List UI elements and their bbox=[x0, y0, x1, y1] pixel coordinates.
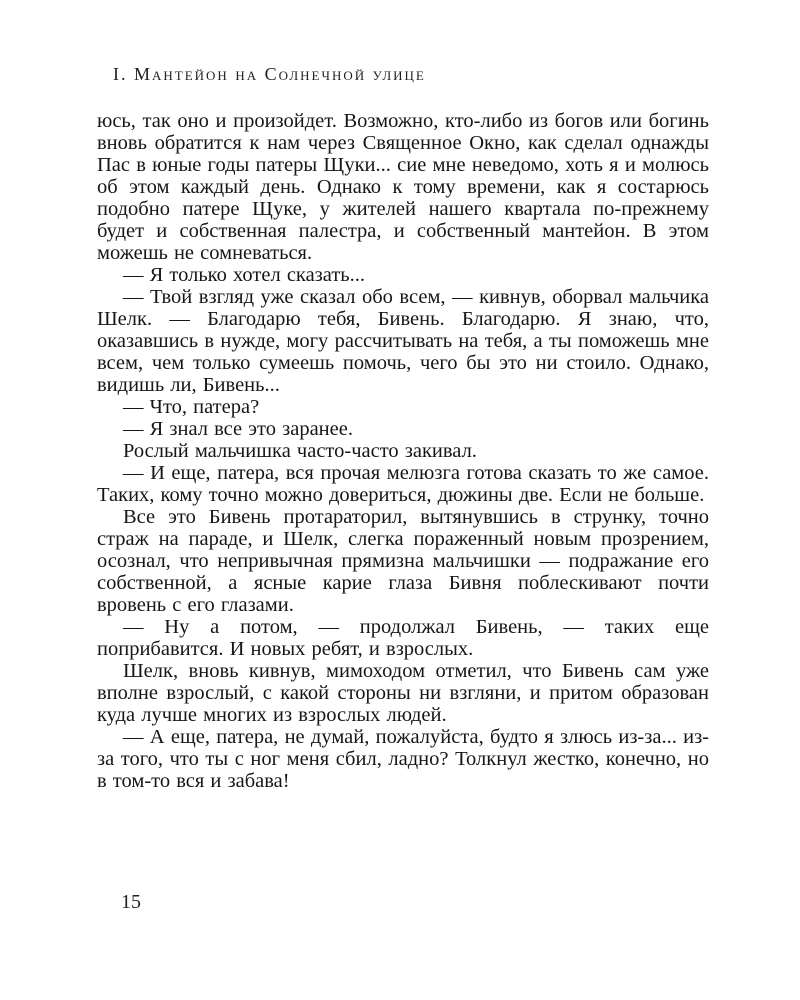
paragraph: Рослый мальчишка часто-часто закивал. bbox=[123, 440, 477, 462]
page-number: 15 bbox=[121, 891, 141, 913]
paragraph: — Что, патера? bbox=[123, 396, 260, 418]
paragraph: — Я только хотел сказать... bbox=[123, 264, 366, 286]
paragraph: — А еще, патера, не думай, пожалуйста, будто я злюсь из-за... из-за того, что ты с ног меня сбил, ладно? Толкнул жестко, конечно, но в том-то вся и забава! bbox=[97, 726, 709, 792]
paragraph: — И еще, патера, вся прочая мелюзга готова сказать то же самое. Таких, кому точно можно довериться, дюжины две. Если не больше. bbox=[97, 462, 709, 506]
paragraph: Все это Бивень протараторил, вытянувшись в струнку, точно страж на параде, и Шелк, слегка пораженный новым прозрением, осознал, что непривычная прямизна мальчишки — подражание его собственной, а ясные карие глаза Бивня поблескивают почти вровень с его глазами. bbox=[97, 506, 709, 616]
paragraph: — Твой взгляд уже сказал обо всем, — кивнув, оборвал мальчика Шелк. — Благодарю тебя, Бивень. Благодарю. Я знаю, что, оказавшись в нужде, могу рассчитывать на тебя, а ты поможешь мне всем, чем только сумеешь помочь, чего бы это ни стоило. Однако, видишь ли, Бивень... bbox=[97, 286, 709, 396]
body-text bbox=[97, 110, 709, 792]
paragraph: — Ну а потом, — продолжал Бивень, — таких еще поприбавится. И новых ребят, и взрослых. bbox=[97, 616, 709, 660]
paragraph: юсь, так оно и произойдет. Возможно, кто-либо из богов или богинь вновь обратится к нам через Священное Окно, как сделал однажды Пас в юные годы патеры Щуки... сие мне неведомо, хоть я и молюсь об этом каждый день. Однако к тому времени, как я состарюсь подобно патере Щуке, у жителей нашего квартала по-прежнему будет и собственная палестра, и собственный мантейон. В этом можешь не сомневаться. bbox=[97, 110, 709, 264]
paragraph: Шелк, вновь кивнув, мимоходом отметил, что Бивень сам уже вполне взрослый, с какой стороны ни взгляни, и притом образован куда лучше многих из взрослых людей. bbox=[97, 660, 709, 726]
paragraph: — Я знал все это заранее. bbox=[123, 418, 353, 440]
running-header: I. Мантейон на Солнечной улице bbox=[113, 64, 426, 84]
